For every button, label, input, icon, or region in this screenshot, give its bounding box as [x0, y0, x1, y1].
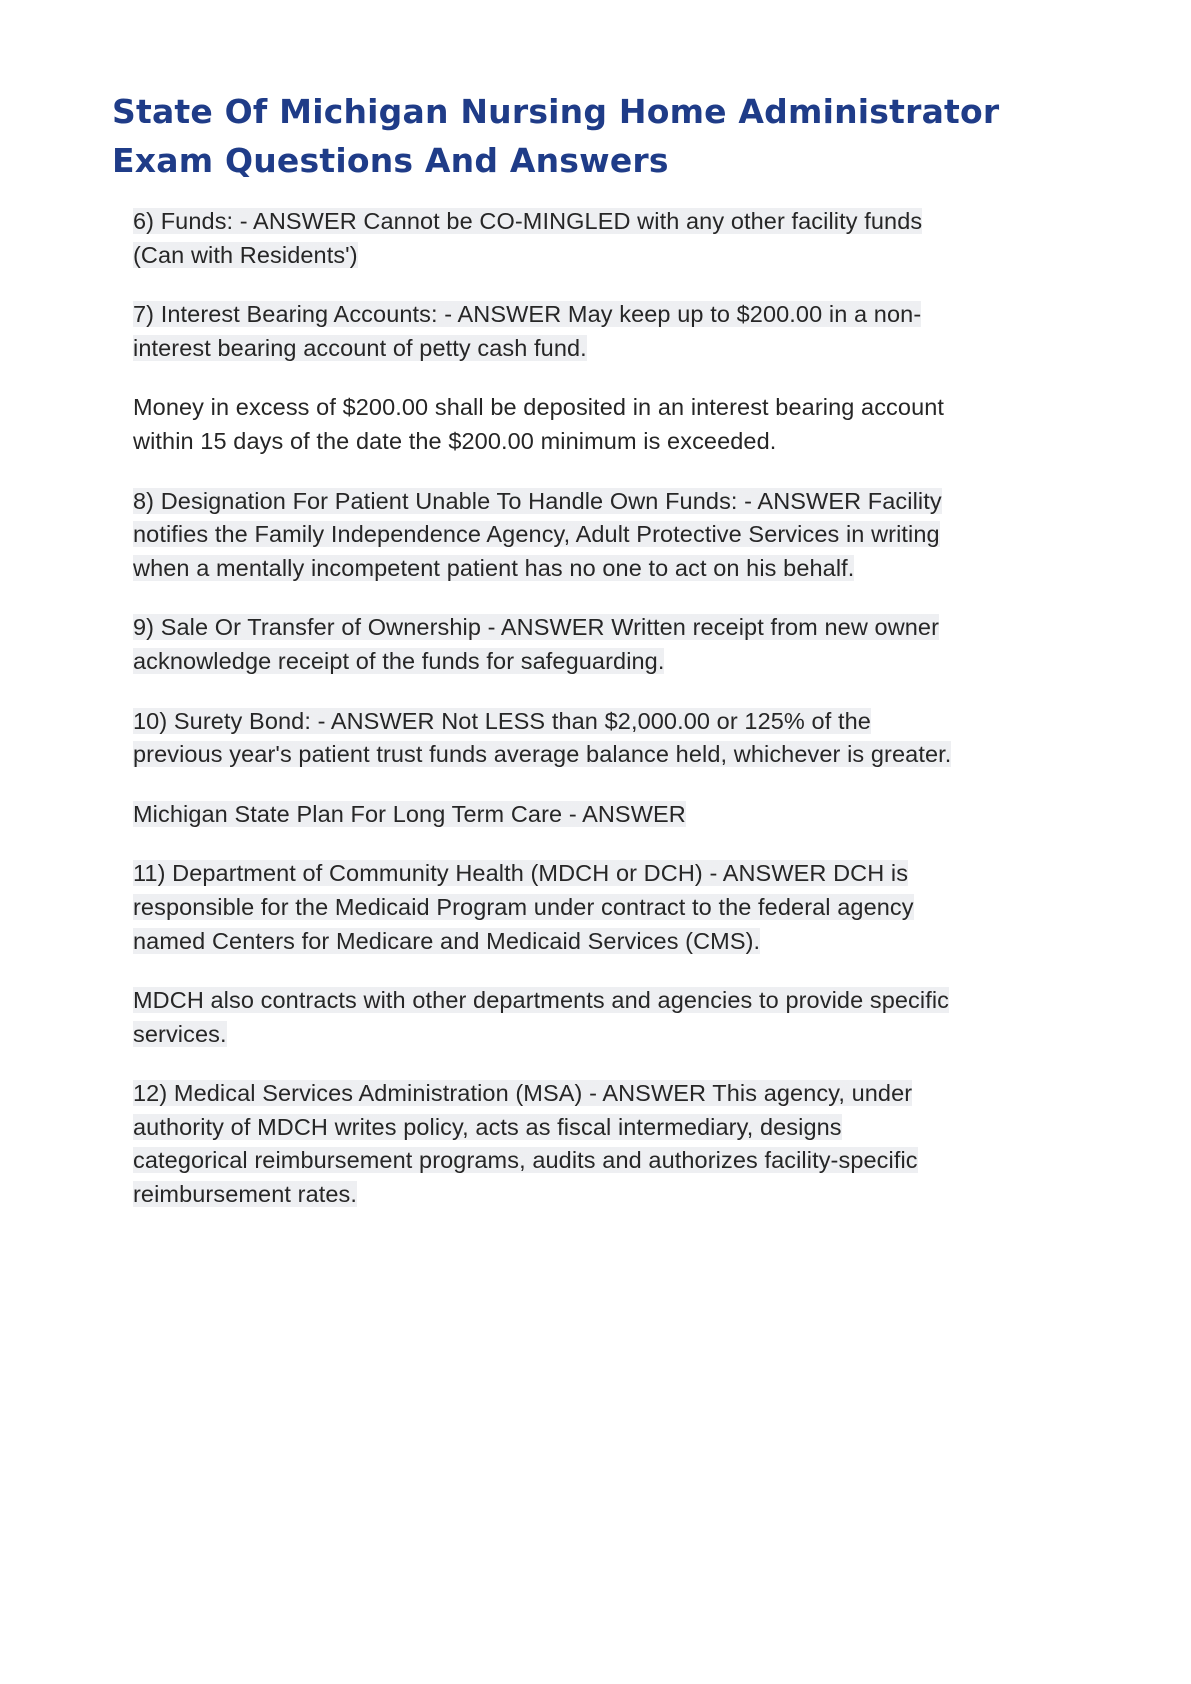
paragraph-12 — [133, 1077, 961, 1211]
paragraph-7 — [133, 298, 961, 365]
paragraph-text: 6) Funds: - ANSWER Cannot be CO-MINGLED with any other facility funds (Can with Residents') — [133, 208, 923, 268]
paragraph-6 — [133, 205, 961, 272]
page-title: State Of Michigan Nursing Home Administrator Exam Questions And Answers — [112, 92, 1000, 180]
paragraph-text: Money in excess of $200.00 shall be deposited in an interest bearing account within 15 days of the date the $200.00 minimum is exceeded. — [133, 394, 945, 454]
paragraph-10 — [133, 705, 961, 772]
paragraph-text: 11) Department of Community Health (MDCH or DCH) - ANSWER DCH is responsible for the Medicaid Program under contract to the federal agency named Centers for Medicare and Medicaid Services (CMS). — [133, 860, 914, 954]
paragraph-8 — [133, 485, 961, 586]
paragraph-9 — [133, 611, 961, 678]
paragraph-text: 9) Sale Or Transfer of Ownership - ANSWER Written receipt from new owner acknowledge receipt of the funds for safeguarding. — [133, 614, 940, 674]
paragraph-text: MDCH also contracts with other departments and agencies to provide specific services. — [133, 987, 950, 1047]
paragraph-text: 12) Medical Services Administration (MSA) - ANSWER This agency, under authority of MDCH writes policy, acts as fiscal intermediary, designs categorical reimbursement programs, audits and authorizes facility-specific reimbursement rates. — [133, 1080, 918, 1208]
paragraph-text: 8) Designation For Patient Unable To Handle Own Funds: - ANSWER Facility notifies the Family Independence Agency, Adult Protective Services in writing when a mentally incompetent patient has no one to act on his behalf. — [133, 487, 942, 581]
paragraph-state-plan — [133, 798, 961, 832]
paragraph-11 — [133, 857, 961, 958]
paragraph-text: 7) Interest Bearing Accounts: - ANSWER May keep up to $200.00 in a non-interest bearing account of petty cash fund. — [133, 301, 922, 361]
paragraph-text: Michigan State Plan For Long Term Care - ANSWER — [133, 800, 686, 827]
paragraph-11-note — [133, 984, 961, 1051]
paragraph-text: 10) Surety Bond: - ANSWER Not LESS than $2,000.00 or 125% of the previous year's patient trust funds average balance held, whichever is greater. — [133, 707, 952, 768]
document-body — [133, 205, 961, 1212]
paragraph-7-note — [133, 391, 961, 458]
